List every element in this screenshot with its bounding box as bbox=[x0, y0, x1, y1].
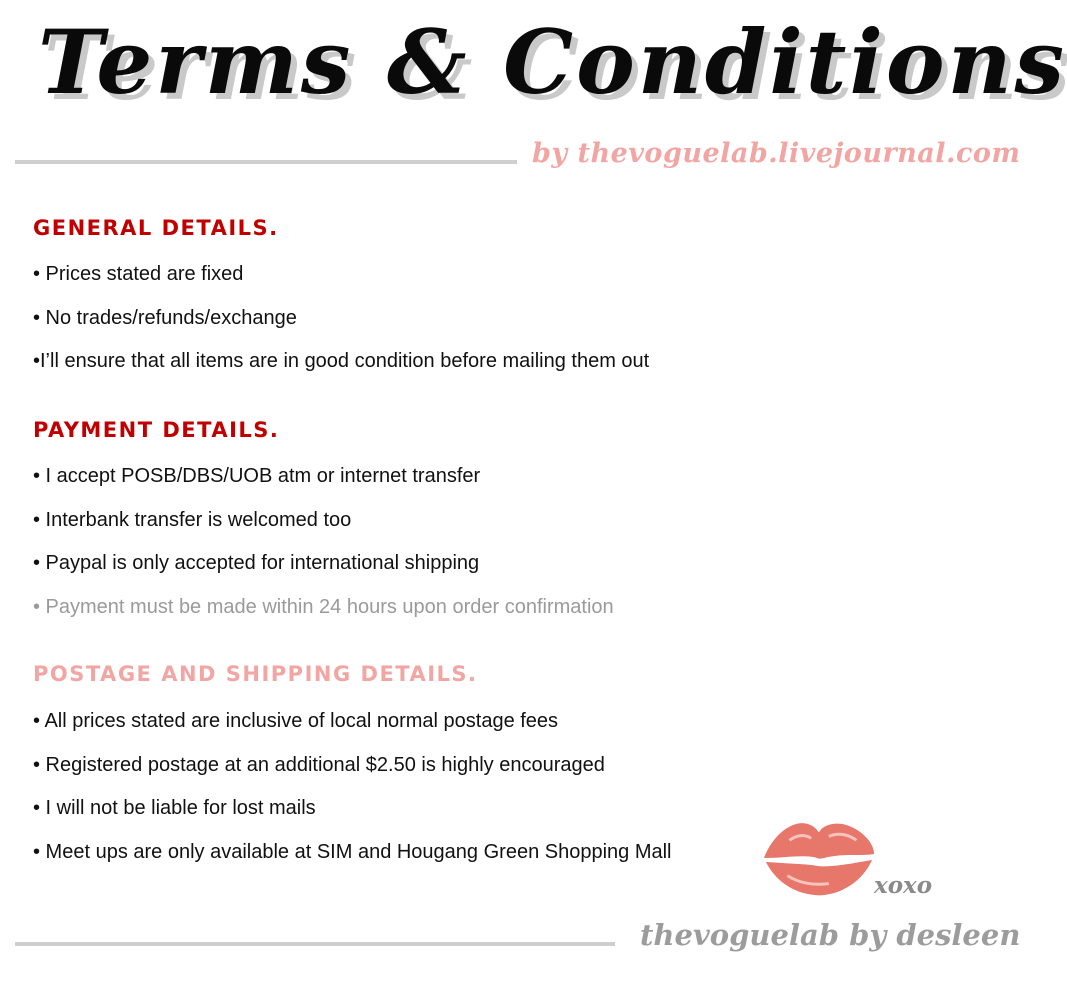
postage-details-heading: POSTAGE AND SHIPPING DETAILS. bbox=[33, 662, 478, 686]
list-item: • Interbank transfer is welcomed too bbox=[33, 508, 352, 531]
top-divider bbox=[15, 160, 517, 164]
xoxo-signoff: xoxo bbox=[874, 872, 933, 899]
list-item: • Paypal is only accepted for international shipping bbox=[33, 552, 480, 574]
postage-details-list bbox=[33, 700, 672, 874]
bottom-divider bbox=[15, 942, 615, 946]
list-item: • No trades/refunds/exchange bbox=[33, 306, 297, 329]
payment-details-list bbox=[33, 455, 614, 629]
list-item: • I accept POSB/DBS/UOB atm or internet transfer bbox=[33, 465, 481, 487]
list-item: • Payment must be made within 24 hours upon order confirmation bbox=[33, 595, 614, 618]
list-item: • Meet ups are only available at SIM and Hougang Green Shopping Mall bbox=[33, 840, 672, 863]
list-item: • I will not be liable for lost mails bbox=[33, 797, 316, 819]
list-item: •I’ll ensure that all items are in good condition before mailing them out bbox=[33, 350, 650, 372]
general-details-heading: GENERAL DETAILS. bbox=[33, 216, 279, 240]
byline: by thevoguelab.livejournal.com bbox=[532, 138, 1021, 169]
list-item: • All prices stated are inclusive of local normal postage fees bbox=[33, 710, 559, 732]
general-details-list bbox=[33, 253, 649, 384]
payment-details-heading: PAYMENT DETAILS. bbox=[33, 418, 280, 442]
list-item: • Registered postage at an additional $2.50 is highly encouraged bbox=[33, 753, 605, 776]
list-item: • Prices stated are fixed bbox=[33, 263, 244, 285]
page-title: Terms & Conditions bbox=[38, 10, 1067, 114]
lips-kiss-icon bbox=[760, 810, 878, 902]
signature: thevoguelab by desleen bbox=[640, 918, 1021, 952]
